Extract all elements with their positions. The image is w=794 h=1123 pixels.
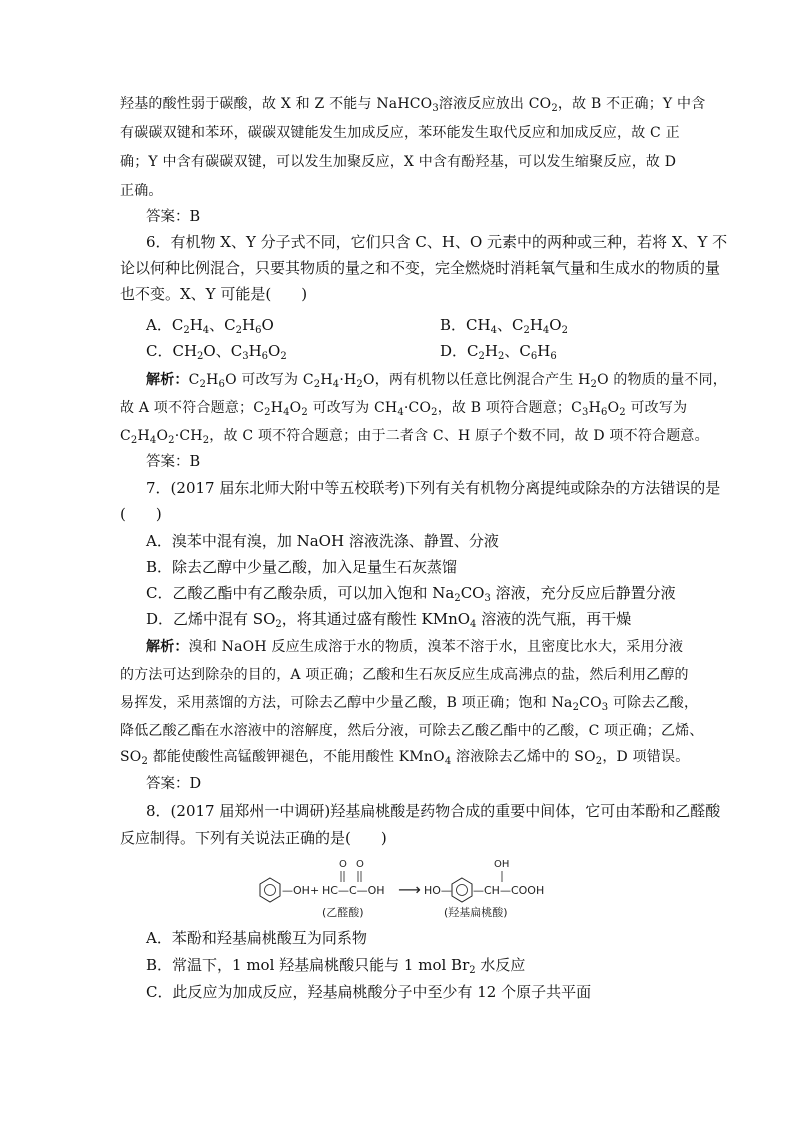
product-ring xyxy=(452,878,472,902)
text-run: 6．有机物 X、Y 分子式不同，它们只含 C、H、O 元素中的两种或三种，若将 X、Y 不 xyxy=(146,233,728,251)
subscript: 4 xyxy=(490,325,497,336)
subscript: 6 xyxy=(601,407,608,418)
text-run: 溶液除去乙烯中的 SO xyxy=(451,749,596,765)
q7-option-b xyxy=(146,557,457,577)
text-run: CO xyxy=(460,584,485,602)
q5-solution-line-2 xyxy=(120,123,680,143)
subscript: 2 xyxy=(275,619,282,630)
text-run: 、C xyxy=(504,342,531,360)
q7-solution-line-3 xyxy=(120,693,698,713)
text-run: 水反应 xyxy=(475,956,526,974)
text-run: 溶液反应放出 CO xyxy=(438,96,552,112)
text-run: H xyxy=(320,372,333,388)
text-run: ，故 C 项不符合题意；由于二者含 C、H 原子个数不同，故 D 项不符合题意。 xyxy=(209,428,709,444)
text-run: B．除去乙醇中少量乙酸，加入足量生石灰蒸馏 xyxy=(146,558,458,576)
q8-stem-line-2 xyxy=(120,828,387,848)
text-run: ，将其通过盛有酸性 KMnO xyxy=(281,610,471,628)
text-run: 可改写为 CH xyxy=(307,400,398,416)
phenol-oh-label: —OH xyxy=(282,884,310,897)
product-oh-label: OH xyxy=(494,859,510,870)
text-run: 可除去乙酸， xyxy=(608,695,699,711)
text-run: ，故 B 项符合题意；C xyxy=(437,400,583,416)
subscript: 4 xyxy=(332,379,340,390)
subscript: 6 xyxy=(218,379,226,390)
q5-solution-line-4 xyxy=(120,181,163,201)
q8-stem-line-1 xyxy=(146,801,720,821)
text-run: O，两有机物以任意比例混合产生 H xyxy=(362,372,591,388)
subscript: 2 xyxy=(280,351,287,362)
text-run: 确；Y 中含有碳碳双键，可以发生加聚反应，X 中含有酚羟基，可以发生缩聚反应，故 D xyxy=(120,154,677,170)
text-run: 反应制得。下列有关说法正确的是( ) xyxy=(120,829,387,847)
reagent-o1: O xyxy=(339,859,347,870)
text-run: H xyxy=(537,342,551,360)
q8-option-c xyxy=(146,982,591,1002)
q7-solution-line-2 xyxy=(120,665,689,685)
text-run: 7．(2017 届东北师大附中等五校联考)下列有关有机物分离提纯或除杂的方法错误的是 xyxy=(146,479,721,497)
text-run: A．溴苯中混有溴，加 NaOH 溶液洗涤、静置、分液 xyxy=(146,532,499,550)
text-run: C．乙酸乙酯中有乙酸杂质，可以加入饱和 Na xyxy=(146,584,455,602)
text-run: 有碳碳双键和苯环，碳碳双键能发生加成反应，苯环能发生取代反应和加成反应，故 C 正 xyxy=(120,125,680,141)
subscript: 4 xyxy=(542,325,550,336)
reaction-arrow: ⟶ xyxy=(398,880,421,899)
text-run: ，D 项错误。 xyxy=(602,749,690,765)
text-run: C xyxy=(120,428,131,444)
subscript: 2 xyxy=(130,435,138,446)
subscript: 4 xyxy=(470,619,477,630)
q6-solution-line-3 xyxy=(120,426,709,446)
subscript: 2 xyxy=(202,435,210,446)
text-run: 溶液的洗气瓶，再干燥 xyxy=(476,610,632,628)
phenol-ring xyxy=(260,878,280,902)
subscript: 4 xyxy=(149,435,157,446)
subscript: 6 xyxy=(550,351,557,362)
subscript: 2 xyxy=(313,379,321,390)
text-run: 羟基的酸性弱于碳酸，故 X 和 Z 不能与 NaHCO xyxy=(120,96,433,112)
text-run: 论以何种比例混合，只要其物质的量之和不变，完全燃烧时消耗氧气量和生成水的物质的量 xyxy=(120,259,721,277)
subscript: 4 xyxy=(202,325,210,336)
subscript: 3 xyxy=(242,351,249,362)
q8-option-b xyxy=(146,955,525,975)
text-run: 可改写为 xyxy=(625,400,688,416)
subscript: 2 xyxy=(431,407,438,418)
subscript: 2 xyxy=(551,103,558,114)
text-run: H xyxy=(206,372,219,388)
subscript: 2 xyxy=(183,325,190,336)
subscript: 2 xyxy=(199,379,207,390)
subscript: 2 xyxy=(478,351,485,362)
text-run: ·CH xyxy=(174,428,203,444)
text-run: H xyxy=(270,400,284,416)
subscript: 2 xyxy=(301,407,308,418)
q7-option-c xyxy=(146,583,676,603)
text-run: ·CO xyxy=(403,400,432,416)
subscript: 6 xyxy=(261,351,269,362)
text-run: H xyxy=(588,400,602,416)
subscript: 2 xyxy=(561,325,568,336)
q7-solution-line-1 xyxy=(146,637,683,657)
text-run: B．CH xyxy=(440,316,491,334)
text-run: O xyxy=(289,400,302,416)
q6-solution-line-1 xyxy=(146,370,727,390)
text-run: 正确。 xyxy=(120,183,163,199)
subscript: 6 xyxy=(530,351,538,362)
text-run: ，故 B 不正确；Y 中含 xyxy=(557,96,706,112)
subscript: 2 xyxy=(572,702,580,713)
subscript: 2 xyxy=(197,351,204,362)
subscript: 3 xyxy=(582,407,589,418)
text-run: C．CH xyxy=(146,342,198,360)
subscript: 2 xyxy=(356,379,363,390)
subscript: 2 xyxy=(454,593,461,604)
q7-stem-line-1 xyxy=(146,478,720,498)
q6-stem-line-3 xyxy=(120,284,307,304)
text-run: C xyxy=(188,372,200,388)
text-run: 易挥发，采用蒸馏的方法，可除去乙醇中少量乙酸，B 项正确；饱和 Na xyxy=(120,695,573,711)
q7-solution-line-4 xyxy=(120,721,704,741)
text-run: O xyxy=(261,316,274,334)
text-run: C．此反应为加成反应，羟基扁桃酸分子中至少有 12 个原子共平面 xyxy=(146,983,592,1001)
q6-stem-line-2 xyxy=(120,258,720,278)
text-run: H xyxy=(137,428,150,444)
subscript: 6 xyxy=(255,325,262,336)
q6-option-a xyxy=(146,315,274,335)
reagent-o2: O xyxy=(356,859,364,870)
q6-option-c xyxy=(146,341,287,361)
text-run: 8．(2017 届郑州一中调研)羟基扁桃酸是药物合成的重要中间体，它可由苯酚和乙醛酸 xyxy=(146,802,721,820)
q5-solution-line-1 xyxy=(120,94,705,114)
subscript: 2 xyxy=(469,965,476,976)
subscript: 2 xyxy=(523,325,530,336)
q7-solution-line-5 xyxy=(120,747,689,767)
plus-sign: + xyxy=(310,884,320,897)
q6-answer: 答案：B xyxy=(146,454,201,470)
q5-answer: 答案：B xyxy=(146,209,201,225)
subscript: 3 xyxy=(601,702,609,713)
text-run: O xyxy=(156,428,169,444)
text-run: D．C xyxy=(440,342,479,360)
solution-label: 解析： xyxy=(146,639,189,655)
text-run: H xyxy=(242,316,256,334)
subscript: 2 xyxy=(168,435,175,446)
text-run: 溴和 NaOH 反应生成溶于水的物质，溴苯不溶于水，且密度比水大，采用分液 xyxy=(188,639,684,655)
text-run: O xyxy=(268,342,281,360)
text-run: CO xyxy=(579,695,602,711)
q7-option-a xyxy=(146,531,499,551)
text-run: H xyxy=(484,342,498,360)
subscript: 2 xyxy=(235,325,243,336)
text-run: 、C xyxy=(496,316,524,334)
subscript: 4 xyxy=(283,407,290,418)
solution-label: 解析： xyxy=(146,372,189,388)
text-run: H xyxy=(189,316,203,334)
q6-option-b xyxy=(440,315,568,335)
text-run: H xyxy=(248,342,262,360)
q8-option-a xyxy=(146,928,367,948)
text-run: B．常温下，1 mol 羟基扁桃酸只能与 1 mol Br xyxy=(146,956,470,974)
reagent-name: (乙醛酸) xyxy=(322,906,364,919)
product-ho-label: HO— xyxy=(424,884,452,897)
text-run: O、C xyxy=(203,342,243,360)
q7-option-d xyxy=(146,609,631,629)
subscript: 3 xyxy=(484,593,491,604)
subscript: 2 xyxy=(497,351,505,362)
product-chain: —CH—COOH xyxy=(473,884,545,897)
text-run: O 可改写为 C xyxy=(225,372,314,388)
subscript: 2 xyxy=(264,407,271,418)
product-ring-circle xyxy=(457,885,468,896)
text-run: 、C xyxy=(209,316,236,334)
text-run: 降低乙酸乙酯在水溶液中的溶解度，然后分液，可除去乙酸乙酯中的乙酸，C 项正确；乙烯、 xyxy=(120,723,704,739)
text-run: 故 A 项不符合题意；C xyxy=(120,400,265,416)
text-run: 的方法可达到除杂的目的，A 项正确；乙酸和生石灰反应生成高沸点的盐，然后利用乙醇的 xyxy=(120,667,689,683)
reaction-scheme xyxy=(248,846,578,922)
q5-solution-line-3 xyxy=(120,152,676,172)
text-run: SO xyxy=(120,749,142,765)
text-run: 也不变。X、Y 可能是( ) xyxy=(120,285,308,303)
subscript: 2 xyxy=(595,756,603,767)
subscript: 3 xyxy=(432,103,439,114)
subscript: 2 xyxy=(590,379,598,390)
reagent-formula: HC—C—OH xyxy=(322,884,385,897)
q6-stem-line-1 xyxy=(146,232,727,252)
text-run: D．乙烯中混有 SO xyxy=(146,610,276,628)
text-run: O xyxy=(549,316,562,334)
product-name: (羟基扁桃酸) xyxy=(444,906,508,919)
text-run: O 的物质的量不同， xyxy=(597,372,727,388)
subscript: 4 xyxy=(444,756,452,767)
q6-solution-line-2 xyxy=(120,398,687,418)
q7-stem-line-2 xyxy=(120,504,162,524)
q6-option-d xyxy=(440,341,557,361)
text-run: H xyxy=(529,316,543,334)
text-run: ·H xyxy=(339,372,357,388)
text-run: A．苯酚和羟基扁桃酸互为同系物 xyxy=(146,929,367,947)
text-run: ( ) xyxy=(120,505,162,523)
text-run: A．C xyxy=(146,316,184,334)
subscript: 2 xyxy=(619,407,626,418)
q7-answer: 答案：D xyxy=(146,776,202,792)
text-run: O xyxy=(607,400,620,416)
text-run: 溶液，充分反应后静置分液 xyxy=(490,584,676,602)
phenol-ring-circle xyxy=(265,885,276,896)
text-run: 都能使酸性高锰酸钾褪色，不能用酸性 KMnO xyxy=(148,749,445,765)
subscript: 4 xyxy=(397,407,404,418)
subscript: 2 xyxy=(141,756,149,767)
